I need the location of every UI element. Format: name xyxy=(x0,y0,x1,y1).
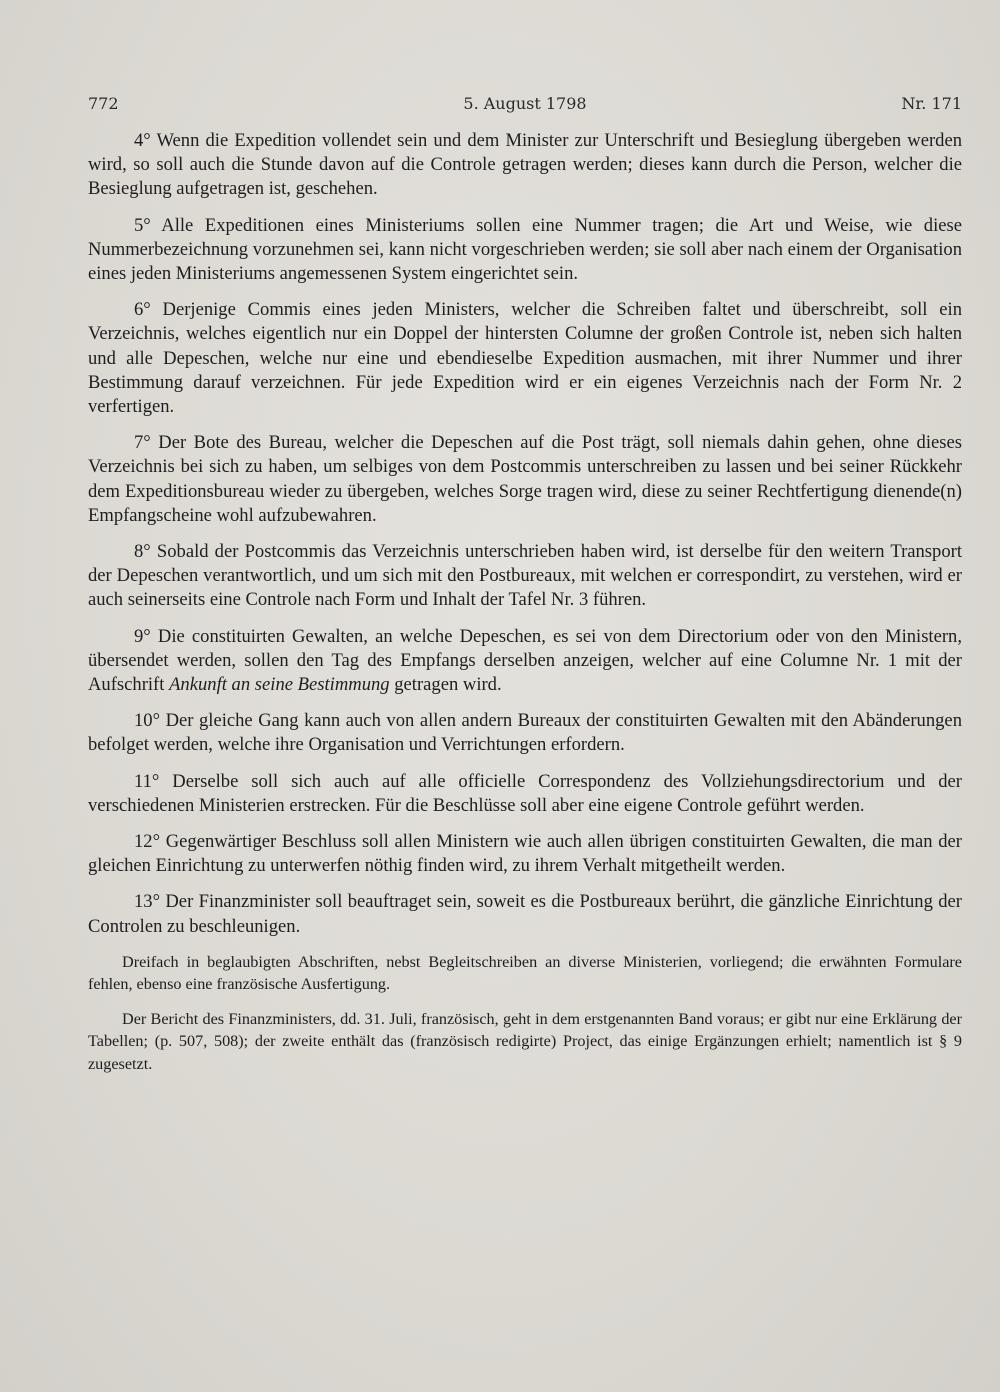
editorial-notes xyxy=(88,951,962,1076)
page-header xyxy=(88,94,962,120)
paragraph-11: 11° Derselbe soll sich auch auf alle officielle Correspondenz des Vollziehungsdirectorium und der verschiedenen Ministerien erstrecken. Für die Beschlüsse soll aber eine eigene Controle geführt werden. xyxy=(88,770,962,816)
paragraph-4: 4° Wenn die Expedition vollendet sein und dem Minister zur Unterschrift und Besieglung übergeben werden wird, so soll auch die Stunde davon auf die Controle getragen werden; dieses kann durch die Person, welcher die Besieglung aufgetragen ist, geschehen. xyxy=(88,130,962,200)
document-number: Nr. 171 xyxy=(901,94,962,113)
paragraph-9 xyxy=(88,625,962,698)
paragraph-9-text-before: 9° Die constituirten Gewalten, an welche Depeschen, es sei von dem Directorium oder von den Ministern, übersendet werden, sollen den Tag des Empfangs derselben anzeigen, welcher auf eine Columne Nr. 1 mit der Aufschrift xyxy=(88,625,962,696)
note-sources: Dreifach in beglaubigten Abschriften, nebst Begleitschreiben an diverse Ministerien, vorliegend; die erwähnten Formulare fehlen, ebenso eine französische Ausfertigung. xyxy=(88,952,962,994)
paragraph-5: 5° Alle Expeditionen eines Ministeriums sollen eine Nummer tragen; die Art und Weise, wie diese Nummerbezeichnung vorzunehmen sei, kann nicht vorgeschrieben werden; sie soll aber nach einem der Organisation eines jeden Ministeriums angemessenen System eingerichtet sein. xyxy=(88,214,962,285)
paragraph-6: 6° Derjenige Commis eines jeden Ministers, welcher die Schreiben faltet und überschreibt, soll ein Verzeichnis, welches eigentlich nur ein Doppel der hintersten Columne der großen Controle ist, neben sich halten und alle Depeschen, welche nur eine und ebendieselbe Expedition ausmachen, mit ihrer Nummer und ihrer Bestimmung darauf verzeichnen. Für jede Expedition wird er ein eigenes Verzeichnis nach der Form Nr. 2 verfertigen. xyxy=(88,299,962,418)
paragraph-9-text-after: getragen wird. xyxy=(389,674,502,696)
paragraph-13: 13° Der Finanzminister soll beauftraget sein, soweit es die Postbureaux berührt, die gänzliche Einrichtung der Controlen zu beschleunigen. xyxy=(88,891,962,937)
paragraph-8: 8° Sobald der Postcommis das Verzeichnis unterschrieben haben wird, ist derselbe für den weitern Transport der Depeschen verantwortlich, und um sich mit den Postbureaux, mit welchen er correspondirt, zu verstehen, wird er auch seinerseits eine Controle nach Form und Inhalt der Tafel Nr. 3 führen. xyxy=(88,541,962,611)
header-date: 5. August 1798 xyxy=(463,94,587,113)
paragraph-7: 7° Der Bote des Bureau, welcher die Depeschen auf die Post trägt, soll niemals dahin gehen, ohne dieses Verzeichnis bei sich zu haben, um selbiges von dem Postcommis unterschreiben zu lassen und bei seiner Rückkehr dem Expeditionsbureau wieder zu übergeben, welches Sorge tragen wird, diese zu seiner Rechtfertigung dienende(n) Empfangscheine wohl aufzubewahren. xyxy=(88,432,962,526)
paragraph-10: 10° Der gleiche Gang kann auch von allen andern Bureaux der constituirten Gewalten mit den Abänderungen befolget werden, welche ihre Organisation und Verrichtungen erfordern. xyxy=(88,710,962,756)
page-number: 772 xyxy=(88,94,119,113)
paragraph-12: 12° Gegenwärtiger Beschluss soll allen Ministern wie auch allen übrigen constituirten Gewalten, die man der gleichen Einrichtung zu unterwerfen nöthig finden wird, zu ihrem Verhalt mitgetheilt werden. xyxy=(88,831,962,877)
document-body xyxy=(88,129,962,1087)
note-report: Der Bericht des Finanzministers, dd. 31. Juli, französisch, geht in dem erstgenannten Band voraus; er gibt nur eine Erklärung der Tabellen; (p. 507, 508); der zweite enthält das (französisch redigirte) Project, das einige Ergänzungen erhielt; namentlich ist § 9 zugesetzt. xyxy=(88,1009,962,1073)
paragraph-9-italic-phrase: Ankunft an seine Bestimmung xyxy=(169,674,390,696)
